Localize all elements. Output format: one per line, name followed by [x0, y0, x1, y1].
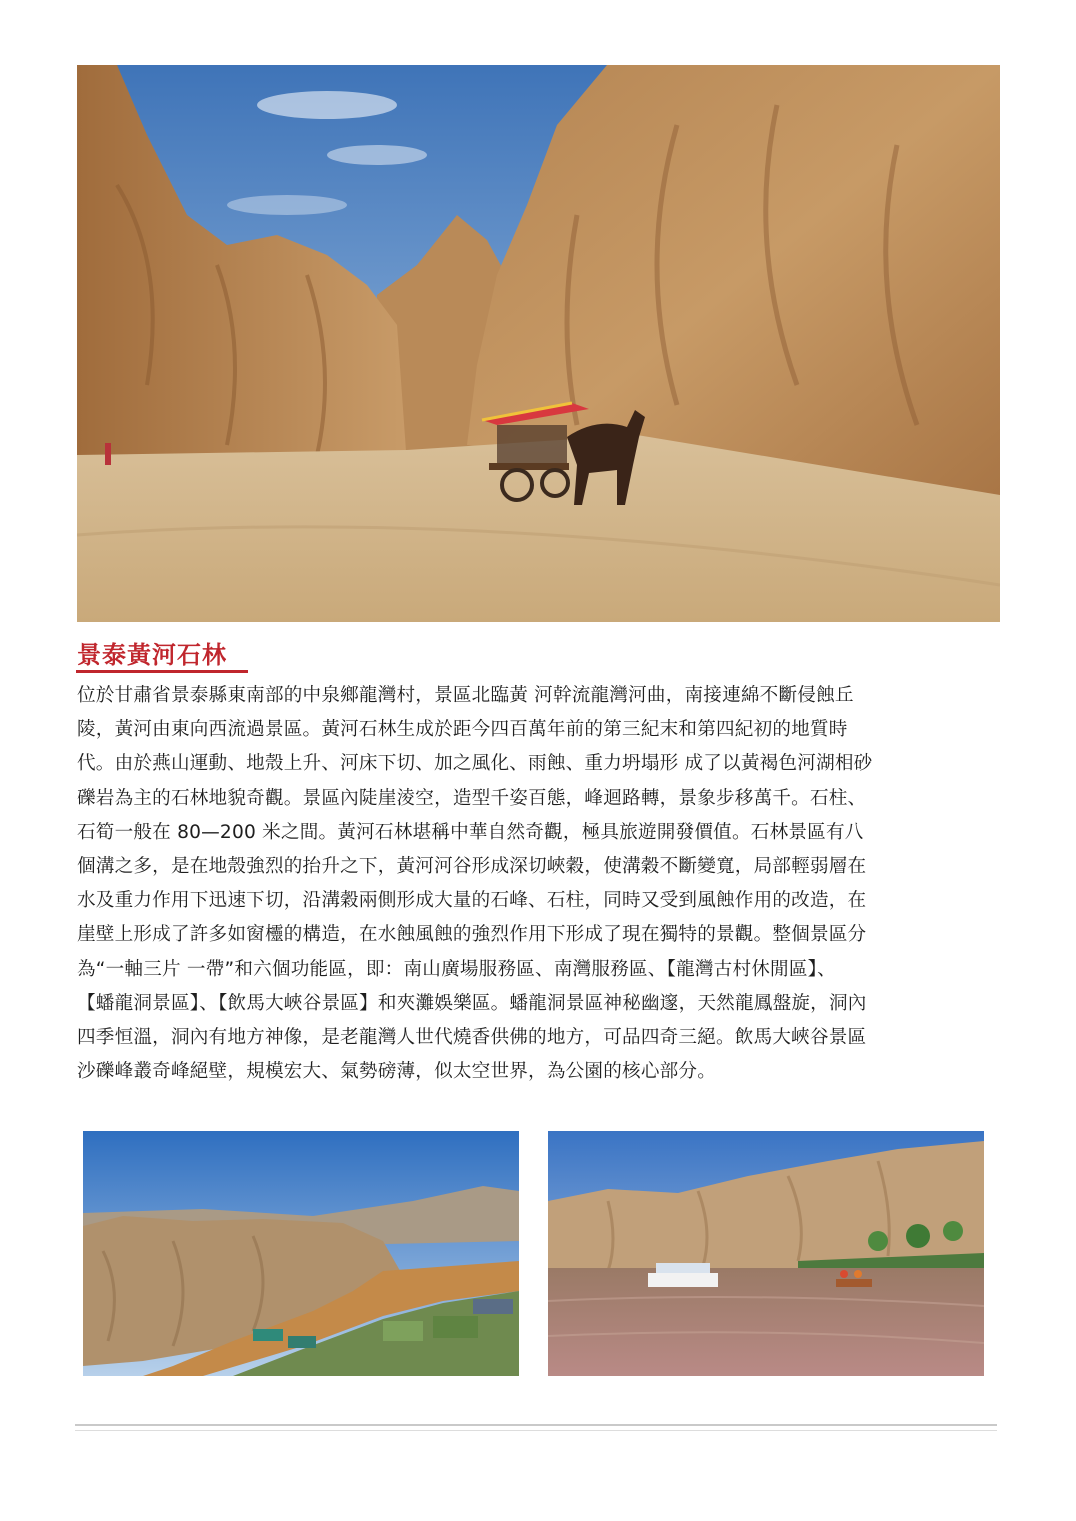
- body-line: 個溝之多，是在地殼強烈的抬升之下，黃河河谷形成深切峽穀，使溝穀不斷變寬，局部輕弱層在: [77, 856, 867, 878]
- body-line: 為“一軸三片 一帶”和六個功能區，即：南山廣場服務區、南灣服務區、【龍灣古村休閒區】、: [77, 958, 836, 980]
- river-boats-cliffs-photo: [548, 1131, 984, 1376]
- article-body: [77, 679, 1001, 1089]
- body-line: 石筍一般在 80—200 米之間。黃河石林堪稱中華自然奇觀，極具旅遊開發價值。石林景區有八: [77, 821, 864, 843]
- article-title: 景泰黃河石林: [77, 641, 227, 669]
- body-line: 陵，黃河由東向西流過景區。黃河石林生成於距今四百萬年前的第三紀末和第四紀初的地質時: [77, 719, 848, 741]
- body-line: 代。由於燕山運動、地殼上升、河床下切、加之風化、雨蝕、重力坍塌形 成了以黃褐色河湖相砂: [77, 753, 873, 775]
- body-line: 位於甘肅省景泰縣東南部的中泉鄉龍灣村，景區北臨黃 河幹流龍灣河曲，南接連綿不斷侵蝕丘: [77, 685, 854, 706]
- body-line: 礫岩為主的石林地貌奇觀。景區內陡崖淩空，造型千姿百態，峰迴路轉，景象步移萬千。石柱、: [77, 787, 867, 809]
- body-line: 崖壁上形成了許多如窗欞的構造，在水蝕風蝕的強烈作用下形成了現在獨特的景觀。整個景區分: [77, 924, 867, 946]
- title-underline: [76, 670, 248, 673]
- hero-photo-canyon-horse-cart: [77, 65, 1000, 622]
- body-line: 水及重力作用下迅速下切，沿溝穀兩側形成大量的石峰、石柱，同時又受到風蝕作用的改造，在: [77, 890, 867, 912]
- body-line: 四季恒溫，洞內有地方神像，是老龍灣人世代燒香供佛的地方，可品四奇三絕。飲馬大峽谷景區: [77, 1027, 867, 1049]
- body-line: 沙礫峰叢奇峰絕壁，規模宏大、氣勢磅薄，似太空世界，為公園的核心部分。: [77, 1061, 716, 1083]
- footer-divider: [75, 1424, 997, 1431]
- body-line: 【蟠龍洞景區】、【飲馬大峽谷景區】和夾灘娛樂區。蟠龍洞景區神秘幽邃，天然龍鳳盤旋，洞內: [77, 992, 867, 1014]
- aerial-river-farmland-photo: [83, 1131, 519, 1376]
